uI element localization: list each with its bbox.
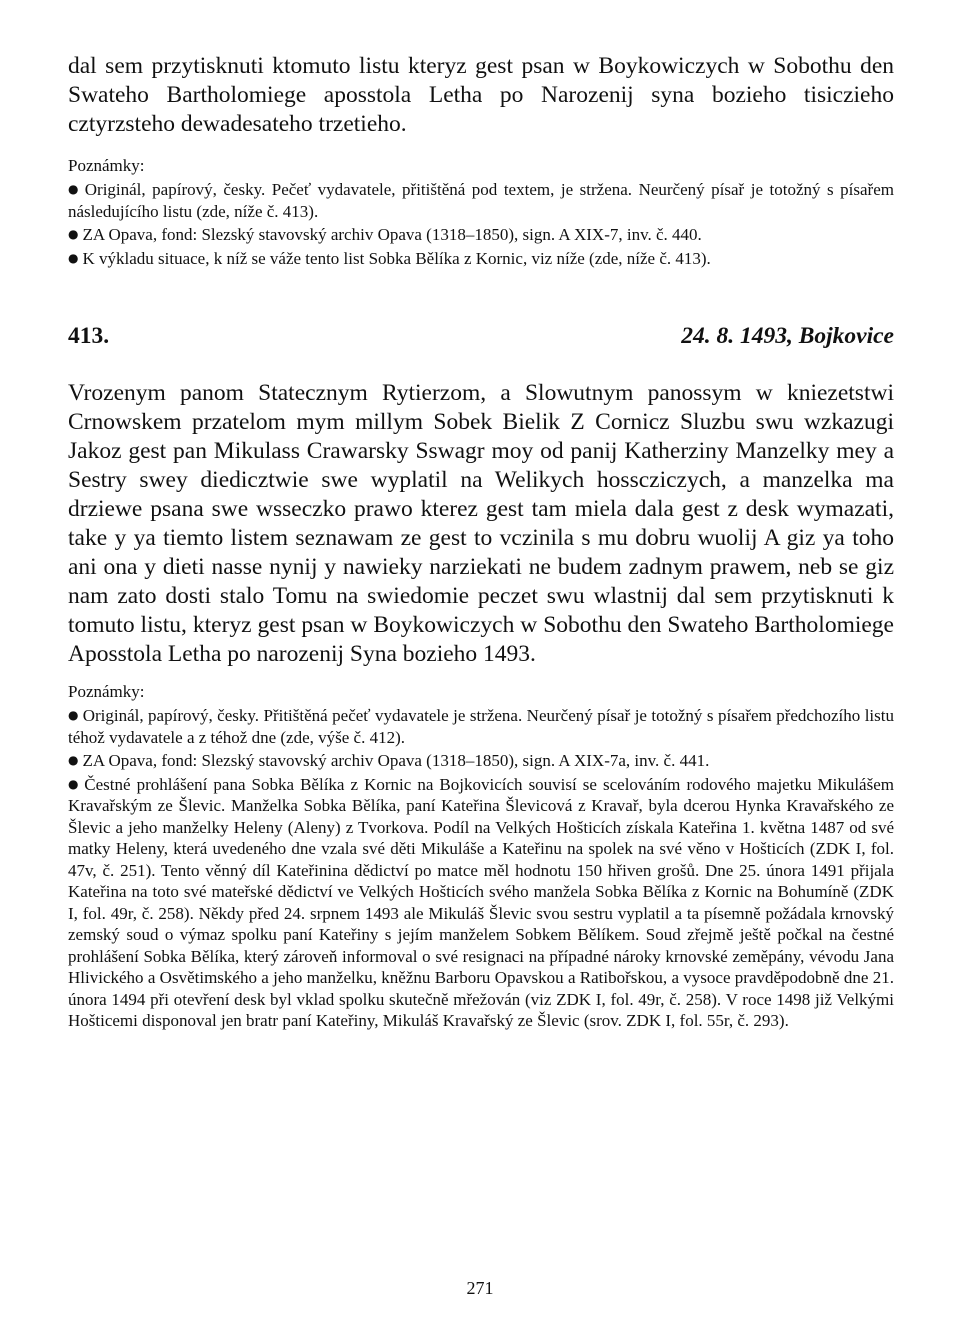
note-item	[68, 248, 894, 270]
page-number: 271	[466, 1278, 494, 1298]
bullet-icon: ●	[68, 708, 79, 722]
notes-list	[68, 705, 894, 1032]
note-item	[68, 750, 894, 772]
note-text: Originál, papírový, česky. Přitištěná pečeť vydavatele je stržena. Neurčený písař je totožný s písařem předchozího listu téhož vydavatele a z téhož dne (zde, výše č. 412).	[68, 706, 894, 747]
bullet-icon: ●	[68, 227, 79, 241]
document-date-place: 24. 8. 1493, Bojkovice	[681, 323, 894, 349]
document-text: Vrozenym panom Statecznym Rytierzom, a Slowutnym panossym w kniezetstwi Crnowskem przatelom mym millym Sobek Bielik Z Cornicz Sluzbu swu wzkazugi Jakoz gest pan Mikulass Crawarsky Sswagr moy od panij Katherziny Manzelky mey a Sestry swey diedicztwie swe wyplatil na Welikych hosscziczych, a manzelka ma drziewe psana swe wsseczko prawo kterez gest tam miela dala gest z desk wymazati, take y ya tiemto listem seznawam ze gest to vczinila s mu dobru wuolij A giz ya toho ani ona y dieti nasse nynij y nawieky narziekati ne budem zadnym prawem, neb se giz nam zato dosti stalo Tomu na swiedomie peczet swu wlastnij dal sem przytisknuti k tomuto listu, kteryz gest psan w Boykowiczych w Sobothu den Swateho Bartholomiege Aposstola Letha po narozenij Syna bozieho 1493.	[68, 380, 894, 667]
note-text: ZA Opava, fond: Slezský stavovský archiv Opava (1318–1850), sign. A XIX-7a, inv. č. 441.	[82, 751, 710, 770]
note-text: Originál, papírový, česky. Pečeť vydavatele, přitištěná pod textem, je stržena. Neurčený písař je totožný s písařem následujícího listu (zde, níže č. 413).	[68, 180, 894, 221]
note-text: ZA Opava, fond: Slezský stavovský archiv Opava (1318–1850), sign. A XIX-7, inv. č. 440.	[82, 225, 702, 244]
note-item	[68, 774, 894, 1032]
page-content	[68, 52, 894, 1032]
note-item	[68, 705, 894, 748]
document-number: 413.	[68, 323, 110, 349]
note-text: K výkladu situace, k níž se váže tento list Sobka Bělíka z Kornic, viz níže (zde, níže č. 413).	[82, 248, 711, 268]
bullet-icon: ●	[68, 182, 81, 196]
document-header	[68, 321, 894, 351]
previous-document-text-end: dal sem przytisknuti ktomuto listu kteryz gest psan w Boykowiczych w Sobothu den Swateho Bartholomiege aposstola Letha po Narozenij syna bozieho tisiczieho cztyrzsteho dewadesateho trzetieho.	[68, 53, 894, 137]
bullet-icon: ●	[68, 250, 79, 265]
note-item	[68, 179, 894, 222]
notes-heading: Poznámky:	[68, 682, 145, 701]
note-item	[68, 224, 894, 246]
notes-list	[68, 179, 894, 269]
notes-heading: Poznámky:	[68, 156, 145, 175]
bullet-icon: ●	[68, 776, 81, 791]
note-text: Čestné prohlášení pana Sobka Bělíka z Kornic na Bojkovicích souvisí se scelováním rodového majetku Mikulášem Kravařským ze Šlevic. Manželka Sobka Bělíka, paní Kateřina Šlevicová z Kravař, byla dcerou Hynka Kravařského ze Šlevic a jeho manželky Heleny (Aleny) z Tvorkova. Podíl na Velkých Hošticích získala Kateřina 1. května 1487 od své matky Heleny, která uvedeného dne vzala své děti Mikuláše a Kateřinu na spolek na své věno v Hošticích (ZDK I, fol. 47v, č. 251). Tento věnný díl Kateřinina dědictví po matce měl hodnotu 150 hřiven grošů. Dne 25. února 1491 přijala Kateřina na toto své mateřské dědictví ve Velkých Hošticích svého manžela Sobka Bělíka z Kornic na Bohumíně (ZDK I, fol. 49r, č. 258). Někdy před 24. srpnem 1493 ale Mikuláš Šlevic svou sestru vyplatil a ta písemně požádala krnovský zemský soud o výmaz spolku paní Kateřiny s jejím manželem Sobkem Bělíkem. Soud zřejmě ještě počkal na čestné prohlášení Sobka Bělíka, který zároveň informoval o své resignaci na případné nároky krnovské zeměpány, vévodu Jana Hlivického a Osvětimského a jeho manželku, kněžnu Barboru Opavskou a Ratibořskou, a vysoce pravděpodobně dne 21. února 1494 při otevření desk byl vklad spolku skutečně mřežován (viz ZDK I, fol. 49r, č. 258). V roce 1498 již Velkými Hošticemi disponoval jen bratr paní Kateřiny, Mikuláš Kravařský ze Šlevic (srov. ZDK I, fol. 55r, č. 293).	[68, 774, 894, 1030]
bullet-icon: ●	[68, 753, 79, 767]
